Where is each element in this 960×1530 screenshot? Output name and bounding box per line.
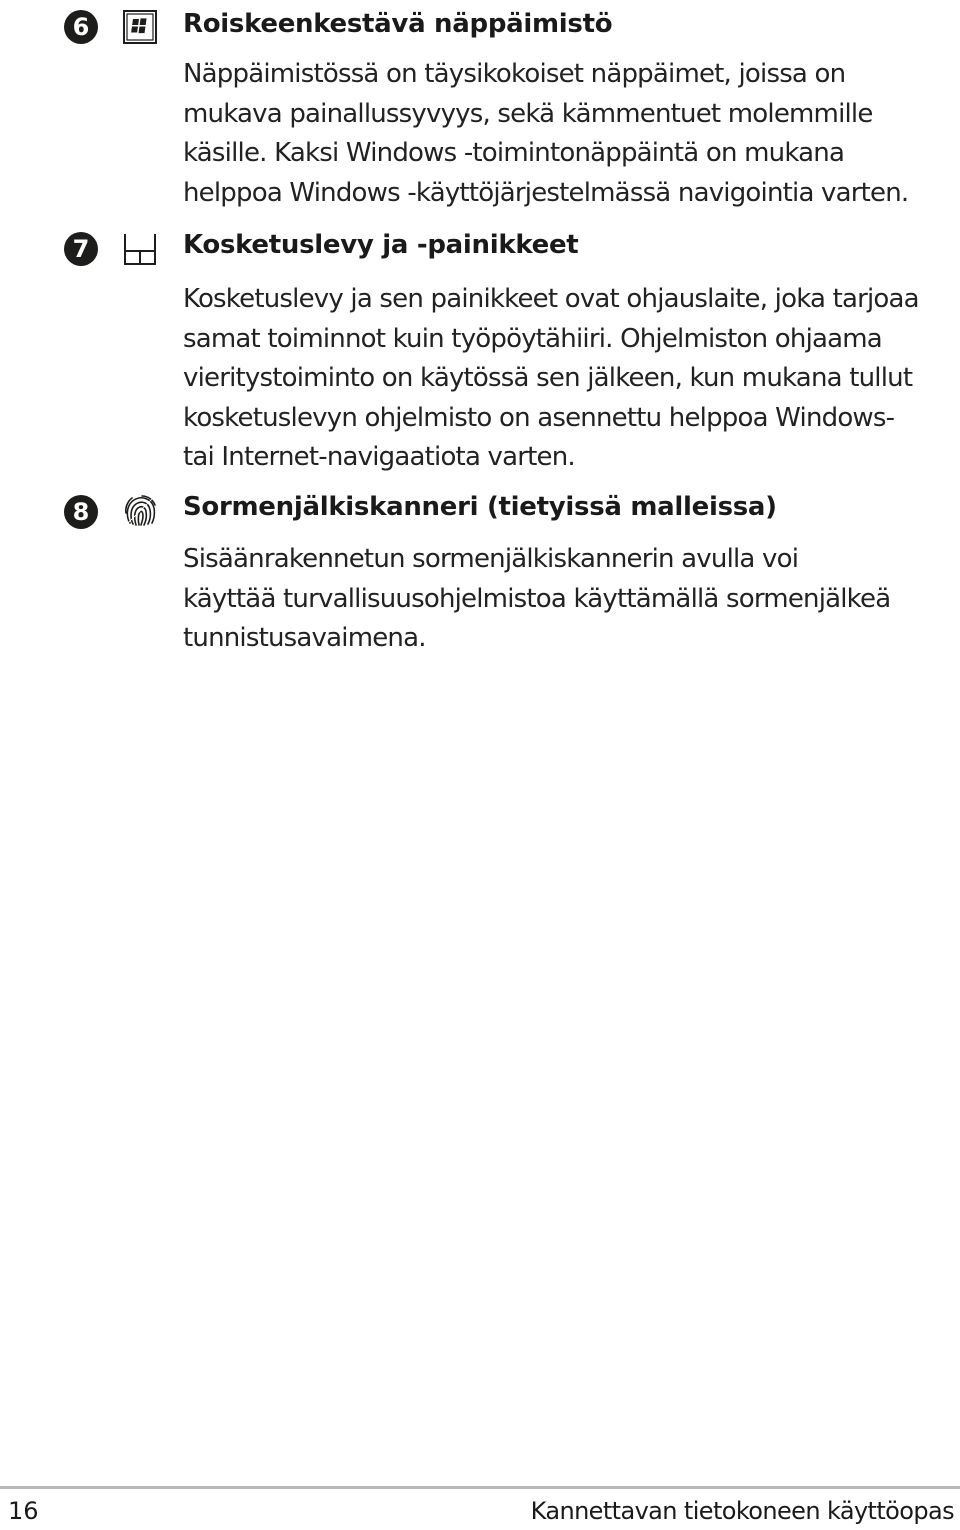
body-line: samat toiminnot kuin työpöytähiiri. Ohjelmiston ohjaama [183, 323, 882, 354]
section-heading: Sormenjälkiskanneri (tietyissä malleissa) [183, 492, 777, 522]
footer-page-number: 16 [8, 1497, 39, 1525]
footer-divider [0, 1486, 960, 1489]
body-line: Näppäimistössä on täysikokoiset näppäimet, joissa on [183, 59, 846, 89]
windows-keyboard-icon [122, 9, 158, 45]
touchpad-icon [122, 231, 158, 267]
body-line: kosketuslevyn ohjelmisto on asennettu helppoa Windows- [183, 402, 895, 433]
section-number-badge: 8 [64, 495, 98, 529]
body-line: tai Internet-navigaatiota varten. [183, 442, 575, 472]
section-number-badge: 6 [64, 10, 98, 44]
body-line: Sisäänrakennetun sormenjälkiskannerin avulla voi [183, 544, 799, 574]
body-line: mukava painallussyvyys, sekä kämmentuet molemmille [183, 98, 873, 129]
body-line: tunnistusavaimena. [183, 623, 426, 653]
section-body [183, 55, 960, 213]
section-body [183, 540, 960, 659]
section-heading: Roiskeenkestävä näppäimistö [183, 9, 613, 39]
fingerprint-icon [122, 493, 158, 529]
section-body [183, 280, 960, 478]
body-line: käyttää turvallisuusohjelmistoa käyttämällä sormenjälkeä [183, 583, 891, 614]
body-line: käsille. Kaksi Windows -toimintonäppäintä on mukana [183, 138, 845, 168]
body-line: Kosketuslevy ja sen painikkeet ovat ohjauslaite, joka tarjoaa [183, 284, 919, 314]
body-line: vieritystoiminto on käytössä sen jälkeen, kun mukana tullut [183, 363, 913, 393]
section-number-badge: 7 [64, 232, 98, 266]
section-heading: Kosketuslevy ja -painikkeet [183, 230, 579, 260]
footer-manual-title: Kannettavan tietokoneen käyttöopas [530, 1497, 954, 1525]
body-line: helppoa Windows -käyttöjärjestelmässä navigointia varten. [183, 177, 909, 208]
